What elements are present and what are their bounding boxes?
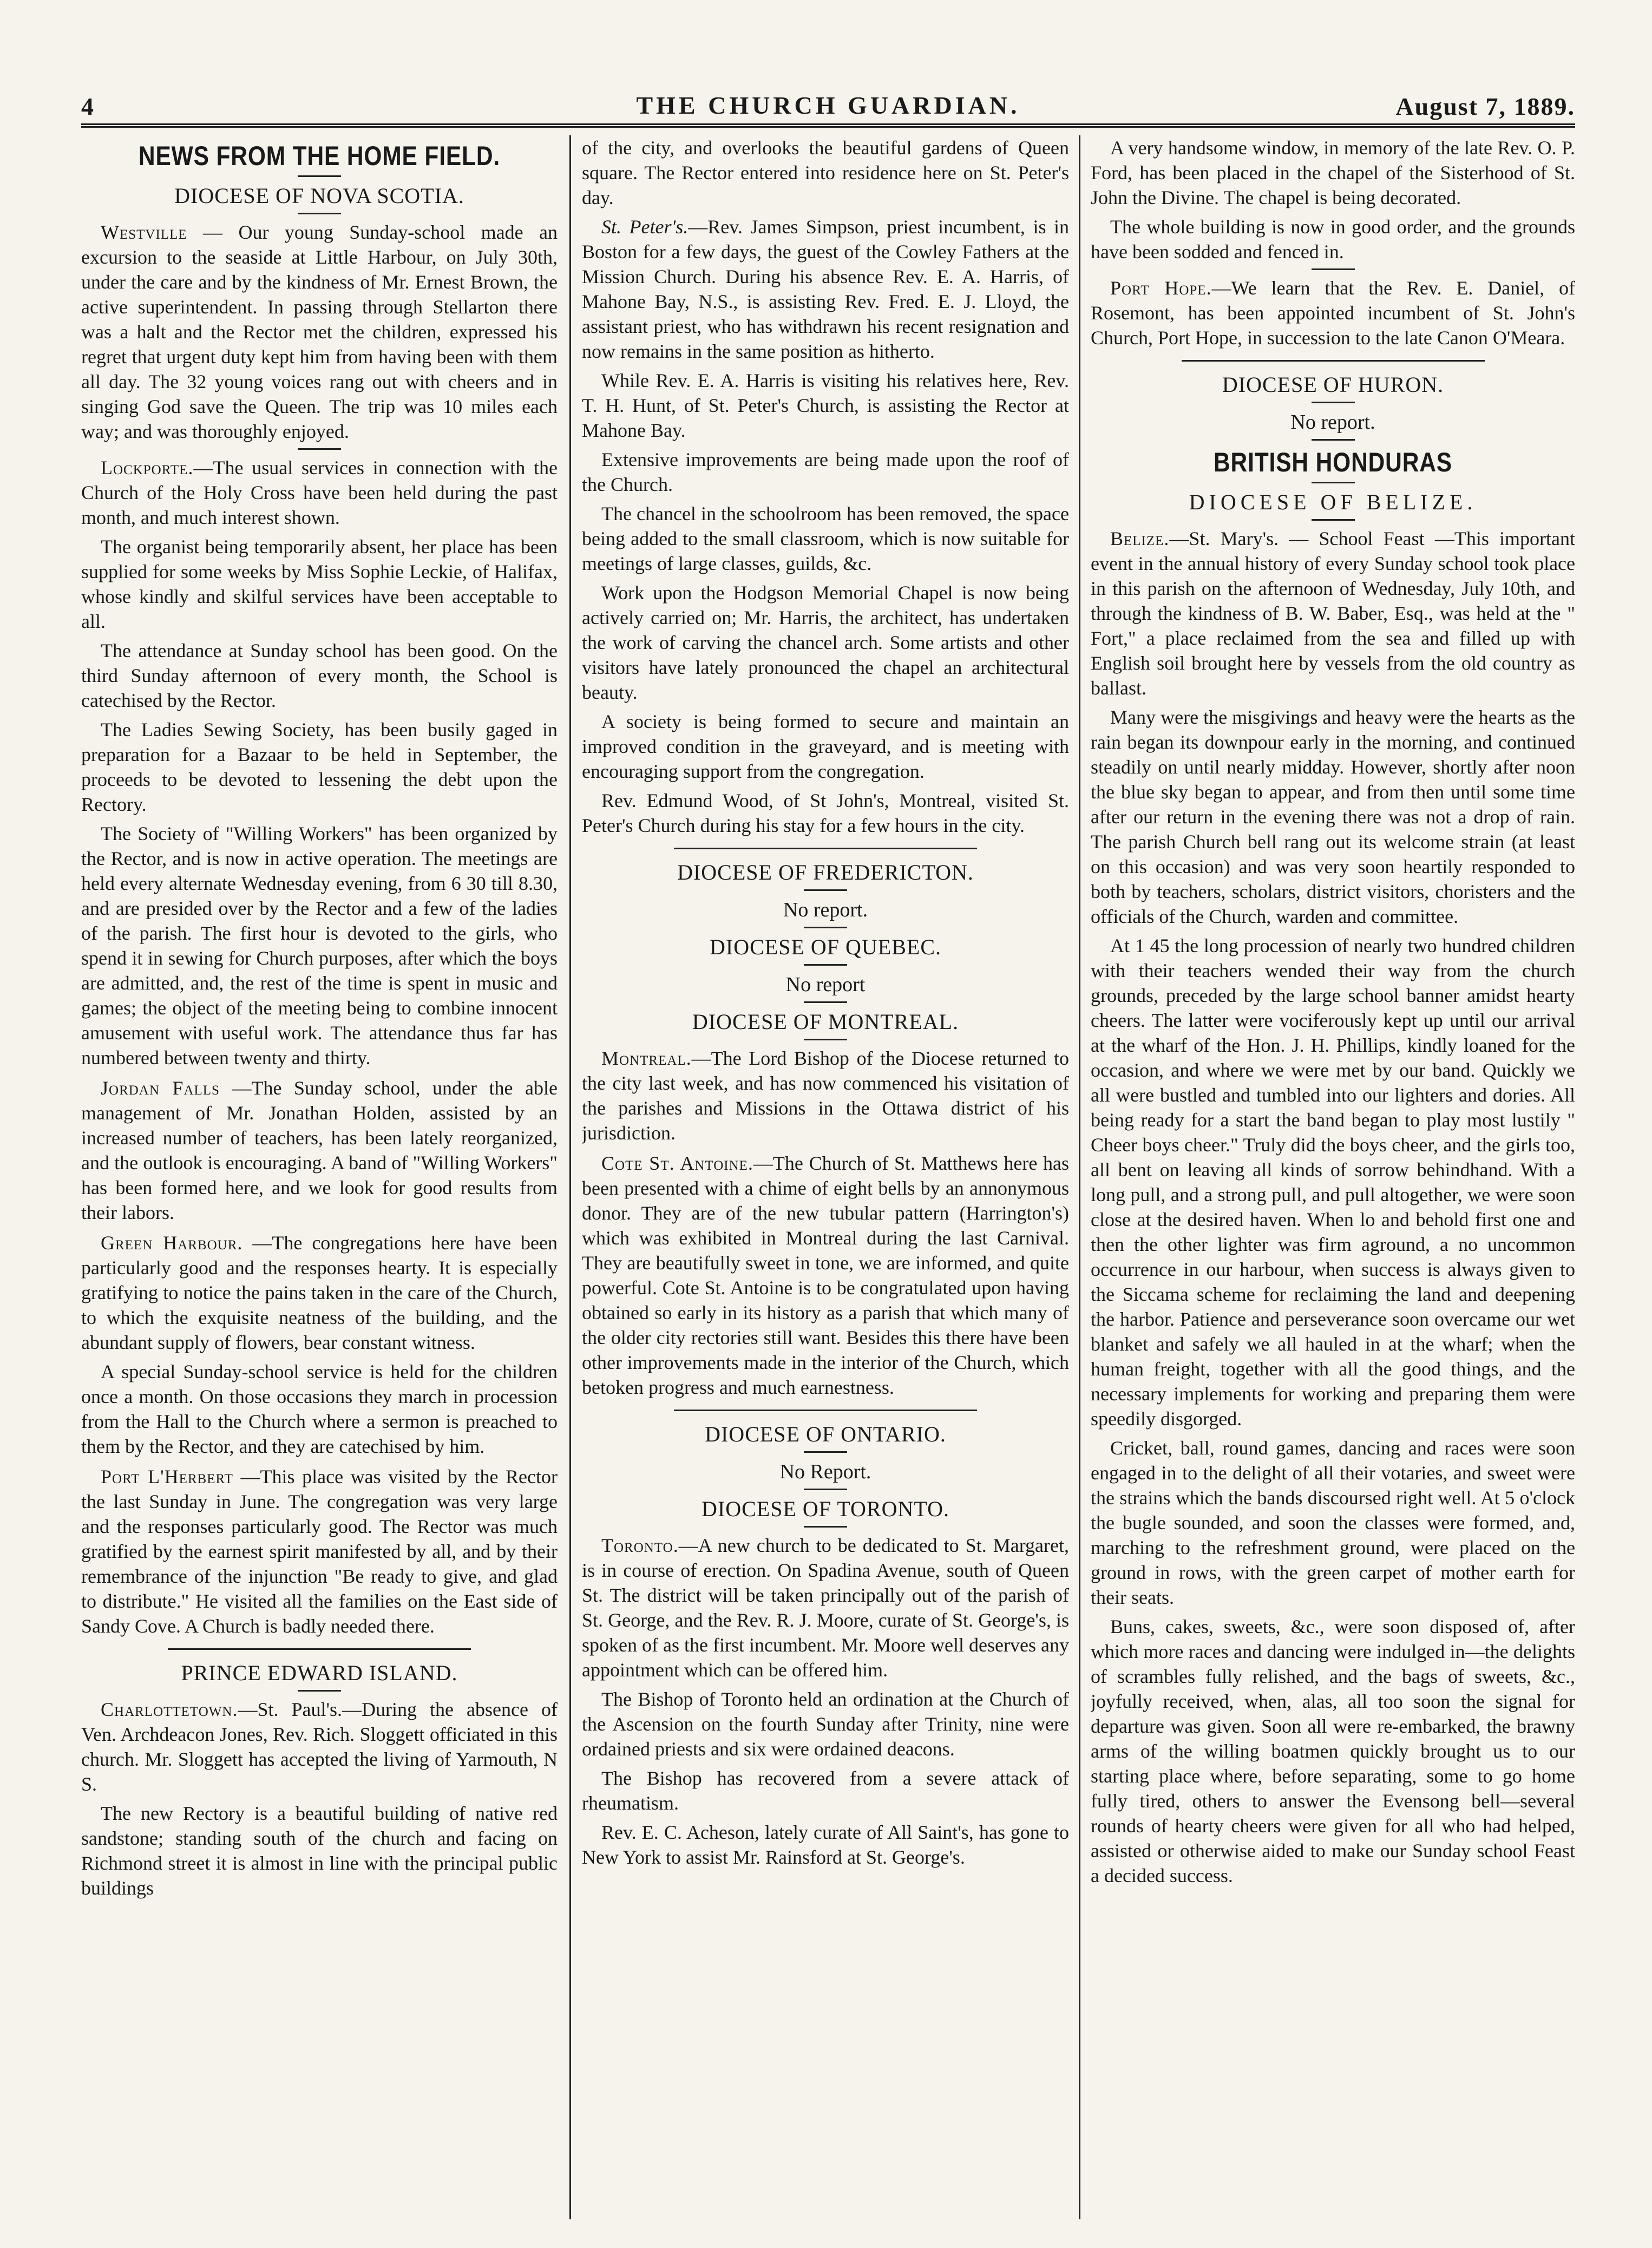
place-lead: Montreal. (601, 1047, 692, 1069)
divider (298, 175, 341, 177)
paragraph-text: — Our young Sunday-school made an excursion to the seaside at Little Harbour, on July 30th, under the care and by the kindness of Mr. Ernest Brown, the active superintendent. In passing through Stellarton there was a halt and the Rector met the children, expressed his regret that urgent duty kept him from having been with them all day. The 32 young voices rang out with cheers and in singing God save the Queen. The trip was 10 miles each way; and was thoroughly enjoyed. (81, 221, 558, 442)
article-paragraph (81, 220, 558, 444)
diocese-heading: DIOCESE OF ONTARIO. (705, 1422, 946, 1446)
section-heading: BRITISH HONDURAS (1214, 447, 1452, 477)
place-lead: Belize. (1110, 528, 1170, 549)
newspaper-title: THE CHURCH GUARDIAN. (636, 91, 1020, 119)
article-paragraph (582, 214, 1069, 364)
divider (804, 1489, 847, 1490)
article-paragraph: The Society of "Willing Workers" has been organized by the Rector, and is now in active operation. The meetings are held every alternate Wednesday evening, from 6 30 till 8.30, and are presided over by the Rector and a few of the ladies of the parish. The first hour is devoted to the girls, who spend it in sewing for Church purposes, after which the boys are admitted, and, the rest of the time is spent in music and games; the object of the meeting being to combine innocent amusement with useful work. The attendance thus far has numbered between twenty and thirty. (81, 823, 558, 1069)
article-paragraph: Buns, cakes, sweets, &c., were soon disposed of, after which more races and dancing were indulged in—the delights of scrambles fully relished, and the bags of sweets, &c., joyfully received, when, alas, all too soon the signal for departure was given. Soon all were re-embarked, the brawny arms of the willing boatmen quickly brought us to our starting place where, before separating, some to go home fully tired, others to answer the Evensong bell—several rounds of hearty cheers were given for all who had helped, assisted or otherwise aided to make our Sunday school Feast a decided success. (1091, 1616, 1575, 1886)
place-lead: Westville (101, 221, 187, 243)
article-paragraph: At 1 45 the long procession of nearly two hundred children with their teachers wended their way from the church grounds, preceded by the large school banner amidst hearty cheers. The latter were vociferously kept up until our arrival at the wharf of the Hon. J. H. Phillips, kindly loaned for the occasion, and where we were met by our band. Quickly we all were bustled and tumbled into our lighters and dories. All being ready for a start the band began to play most lustily " Cheer boys cheer." Truly did the boys cheer, and the girls too, all bent on leaving all kinds of sorrow behindhand. With a long pull, and a strong pull, and pull altogether, we were soon close at the desired haven. When lo and behold first one and then the other lighter was firm aground, a no uncommon occurrence in our harbour, when success is always given to the Siccama scheme for reclaiming the land and deepening the harbor. Patience and perseverance soon overcame our wet blanket and safely we all hauled in at the wharf; when the human freight, together with all the good things, and the necessary implements for working and preparing them were speedily disgorged. (1091, 935, 1575, 1430)
article-paragraph (1091, 526, 1575, 700)
diocese-heading: DIOCESE OF TORONTO. (702, 1497, 949, 1521)
column-3 (1091, 135, 1575, 2219)
article-paragraph (1091, 276, 1575, 350)
no-report: No report (785, 973, 866, 996)
diocese-heading: DIOCESE OF HURON. (1222, 372, 1444, 397)
divider (1312, 268, 1355, 270)
divider (1312, 519, 1355, 521)
paragraph-text: —We learn that the Rev. E. Daniel, of Rosemont, has been appointed incumbent of St. John's Church, Port Hope, in succession to the late Canon O'Meara. (1091, 277, 1575, 349)
place-lead: Lockporte. (101, 457, 194, 479)
divider (298, 213, 341, 214)
paragraph-text: —The congregations here have been particularly good and the responses hearty. It is especially gratifying to notice the pains taken in the care of the Church, to which the exquisite neatness of the building, and the abundant supply of flowers, bear constant witness. (81, 1232, 558, 1353)
article-paragraph: The Bishop has recovered from a severe attack of rheumatism. (582, 1767, 1069, 1814)
article-paragraph: A society is being formed to secure and maintain an improved condition in the graveyard, and is meeting with encouraging support from the congregation. (582, 711, 1069, 782)
diocese-heading: PRINCE EDWARD ISLAND. (181, 1661, 458, 1685)
divider (804, 927, 847, 928)
place-lead: Port Hope. (1110, 277, 1212, 299)
article-paragraph (582, 1533, 1069, 1682)
article-paragraph: A very handsome window, in memory of the late Rev. O. P. Ford, has been placed in the chapel of the Sisterhood of St. John the Divine. The chapel is being decorated. (1091, 137, 1575, 208)
article-paragraph: Rev. Edmund Wood, of St John's, Montreal, visited St. Peter's Church during his stay for a few hours in the city. (582, 790, 1069, 836)
article-paragraph: Cricket, ball, round games, dancing and races were soon engaged in to the delight of all their votaries, and sweet were the strains which the bands discoursed right well. At 5 o'clock the bugle sounded, and soon the classes were formed, and, marching to the refreshment ground, were placed on the ground in rows, with the green carpet of mother earth for their seats. (1091, 1437, 1575, 1608)
place-lead: Cote St. Antoine. (601, 1152, 753, 1174)
place-lead: Charlottetown. (101, 1699, 238, 1720)
article-paragraph (81, 1464, 558, 1639)
divider (1312, 482, 1355, 483)
article-paragraph (81, 455, 558, 530)
article-paragraph: The organist being temporarily absent, her place has been supplied for some weeks by Miss Sophie Leckie, of Halifax, whose kindly and skilful services have been acceptable to all. (81, 536, 558, 632)
article-paragraph: A special Sunday-school service is held for the children once a month. On those occasions they march in procession from the Hall to the Church where a sermon is preached to them by the Rector, and they are catechised by him. (81, 1361, 558, 1457)
diocese-heading: DIOCESE OF FREDERICTON. (677, 860, 974, 884)
divider (804, 889, 847, 891)
article-paragraph (81, 1230, 558, 1355)
paragraph-text: —This place was visited by the Rector the last Sunday in June. The congregation was very large and the responses particularly good. The Rector was much gratified by the earnest spirit manifested by all, and by their remembrance of the injunction "Be ready to give, and glad to distribute." He visited all the families on the East side of Sandy Cove. A Church is badly needed there. (81, 1466, 558, 1637)
paragraph-text: —St. Paul's.—During the absence of Ven. Archdeacon Jones, Rev. Rich. Sloggett officiated in this church. Mr. Sloggett has accepted the living of Yarmouth, N S. (81, 1699, 558, 1795)
article-paragraph: Many were the misgivings and heavy were the hearts as the rain began its downpour early in the morning, and continued steadily on until nearly midday. However, shortly after noon the blue sky began to appear, and from then until some time after our return in the evening there was not a drop of rain. The parish Church bell rang out its welcome strain (at least on this occasion) and was very soon heartily responded to both by teachers, scholars, district visitors, choristers and the officials of the Church, warden and committee. (1091, 706, 1575, 927)
divider (674, 848, 977, 849)
column-1 (81, 135, 558, 2219)
divider (168, 1648, 471, 1650)
divider (674, 1410, 977, 1411)
paragraph-text: —A new church to be dedicated to St. Margaret, is in course of erection. On Spadina Avenue, south of Queen St. The district will be taken principally out of the parish of St. George, and the Rev. R. J. Moore, curate of St. George's, is spoken of as the first incumbent. Mr. Moore well deserves any appointment which can be offered him. (582, 1535, 1069, 1681)
paragraph-text: —The Church of St. Matthews here has been presented with a chime of eight bells by an annonymous donor. They are of the new tubular pattern (Harrington's) which was exhibited in Montreal during the last Carnival. They are beautifully sweet in tone, we are informed, and quite powerful. Cote St. Antoine is to be congratulated upon having obtained so early in its history as a parish that which many of the older city rectories still want. Besides this there have been other improvements made in the interior of the Church, which betoken progress and much earnestness. (582, 1152, 1069, 1398)
divider (298, 448, 341, 450)
article-paragraph: of the city, and overlooks the beautiful gardens of Queen square. The Rector entered into residence here on St. Peter's day. (582, 137, 1069, 208)
article-paragraph: Rev. E. C. Acheson, lately curate of All Saint's, has gone to New York to assist Mr. Rainsford at St. George's. (582, 1821, 1069, 1868)
divider (1312, 402, 1355, 403)
divider (804, 1451, 847, 1453)
article-paragraph: The chancel in the schoolroom has been removed, the space being added to the small classroom, which is now suitable for meetings of large classes, guilds, &c. (582, 503, 1069, 574)
article-paragraph: The Ladies Sewing Society, has been busily gaged in preparation for a Bazaar to be held in September, the proceeds to be devoted to lessening the debt upon the Rectory. (81, 719, 558, 815)
section-heading: NEWS FROM THE HOME FIELD. (138, 141, 501, 171)
masthead (81, 87, 1575, 135)
diocese-heading: DIOCESE OF QUEBEC. (709, 935, 942, 959)
paragraph-text: —The Lord Bishop of the Diocese returned to the city last week, and has now commenced his visitation of the parishes and Missions in the Ottawa district of his jurisdiction. (582, 1047, 1069, 1144)
column-rule-1 (569, 135, 571, 2219)
masthead-rule (81, 123, 1575, 128)
column-rule-2 (1079, 135, 1080, 2219)
place-lead: Jordan Falls (101, 1077, 220, 1099)
article-paragraph: Extensive improvements are being made upon the roof of the Church. (582, 449, 1069, 495)
article-paragraph: Work upon the Hodgson Memorial Chapel is now being actively carried on; Mr. Harris, the architect, has undertaken the work of carving the chancel arch. Some artists and other visitors have lately pronounced the chapel an architectural beauty. (582, 582, 1069, 703)
diocese-heading: DIOCESE OF BELIZE. (1189, 490, 1477, 514)
no-report: No report. (783, 899, 868, 921)
column-2 (582, 135, 1069, 2219)
diocese-heading: DIOCESE OF MONTREAL. (692, 1010, 959, 1034)
place-lead: St. Peter's. (601, 216, 689, 238)
divider (298, 1690, 341, 1692)
article-paragraph: The Bishop of Toronto held an ordination at the Church of the Ascension on the fourth Sunday after Trinity, nine were ordained priests and six were ordained deacons. (582, 1688, 1069, 1760)
divider (804, 1526, 847, 1528)
article-paragraph (81, 1697, 558, 1797)
divider (804, 1001, 847, 1003)
article-paragraph (582, 1151, 1069, 1400)
divider (804, 1039, 847, 1040)
paragraph-text: —The usual services in connection with the Church of the Holy Cross have been held during the past month, and much interest shown. (81, 457, 558, 528)
issue-date: August 7, 1889. (1395, 93, 1575, 120)
page-number: 4 (81, 93, 94, 120)
place-lead: Green Harbour. (101, 1232, 243, 1254)
place-lead: Toronto. (601, 1535, 679, 1556)
paragraph-text: —Rev. James Simpson, priest incumbent, is in Boston for a few days, the guest of the Cowley Fathers at the Mission Church. During his absence Rev. E. A. Harris, of Mahone Bay, N.S., is assisting Rev. Fred. E. J. Lloyd, the assistant priest, who has withdrawn his recent resignation and now remains in the same position as hitherto. (582, 216, 1069, 362)
article-paragraph: The new Rectory is a beautiful building of native red sandstone; standing south of the church and facing on Richmond street it is almost in line with the principal public buildings (81, 1803, 558, 1899)
no-report: No report. (1290, 411, 1375, 434)
diocese-heading: DIOCESE OF NOVA SCOTIA. (174, 183, 464, 208)
paragraph-text: —St. Mary's. — School Feast —This important event in the annual history of every Sunday school took place in this parish on the afternoon of Wednesday, July 10th, and through the kindness of B. W. Baber, Esq., was held at the " Fort," a place reclaimed from the sea and filled up with English soil brought here by vessels from the old country as ballast. (1091, 528, 1575, 699)
divider (1182, 360, 1485, 362)
divider (804, 964, 847, 966)
article-paragraph: The attendance at Sunday school has been good. On the third Sunday afternoon of every month, the School is catechised by the Rector. (81, 640, 558, 711)
article-paragraph: The whole building is now in good order, and the grounds have been sodded and fenced in. (1091, 216, 1575, 263)
divider (1312, 439, 1355, 441)
article-paragraph: While Rev. E. A. Harris is visiting his relatives here, Rev. T. H. Hunt, of St. Peter's Church, is assisting the Rector at Mahone Bay. (582, 370, 1069, 441)
paragraph-text: —The Sunday school, under the able management of Mr. Jonathan Holden, assisted by an increased number of teachers, has been lately reorganized, and the outlook is encouraging. A band of "Willing Workers" has been formed here, and we look for good results from their labors. (81, 1077, 558, 1223)
article-paragraph (582, 1046, 1069, 1145)
no-report: No Report. (779, 1460, 871, 1483)
place-lead: Port L'Herbert (101, 1466, 233, 1487)
article-paragraph (81, 1076, 558, 1225)
